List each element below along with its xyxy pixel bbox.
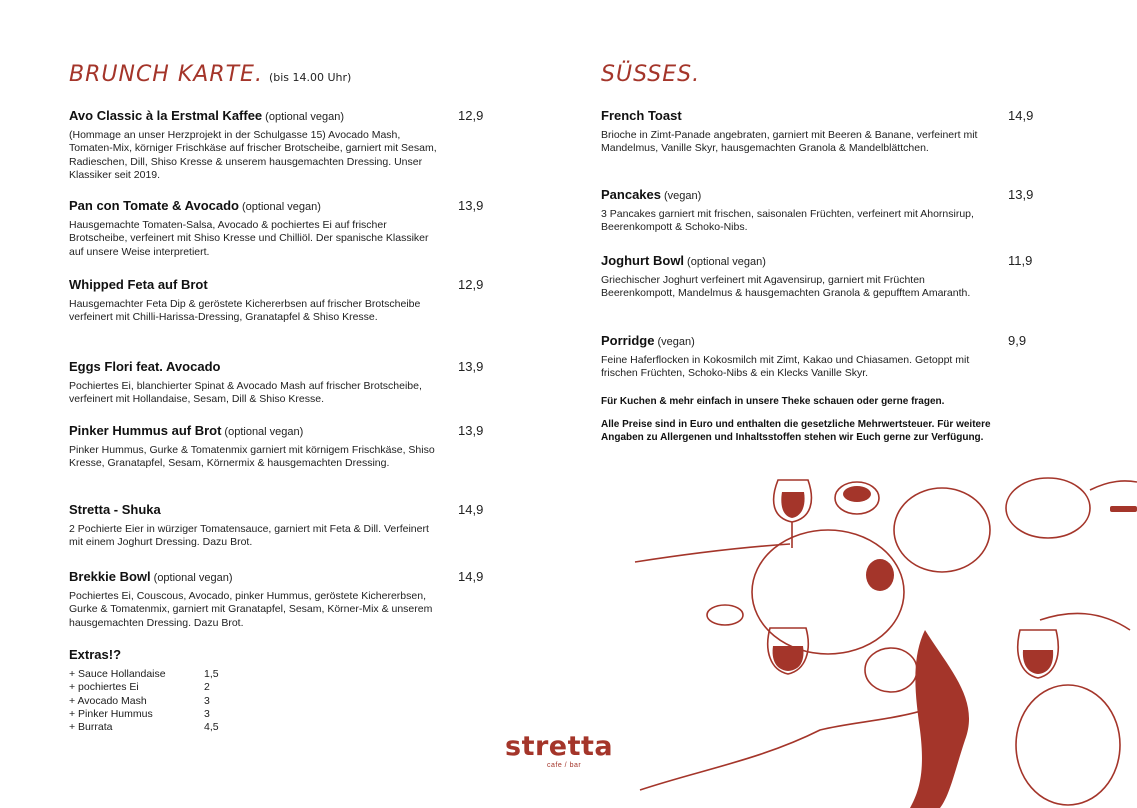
extra-price: 3 [204,694,210,707]
item-name: Whipped Feta auf Brot [69,277,208,292]
cake-plate [894,488,990,572]
price-note: Alle Preise sind in Euro und enthalten die gesetzliche Mehrwertsteuer. Für weitere Angaben zu Allergenen und Inhaltsstoffen stehen wir Euch gerne zur Verfügung. [601,419,991,444]
extra-name: + Pinker Hummus [69,707,153,720]
item-name: Pan con Tomate & Avocado [69,198,239,213]
item-price: 11,9 [1008,253,1033,268]
menu-item [69,502,484,550]
extra-row [69,721,219,734]
extra-row [69,681,219,694]
table-line [635,544,790,562]
item-price: 13,9 [1008,187,1034,202]
brunch-title: BRUNCH KARTE. (bis 14.00 Uhr) [69,62,352,87]
item-description: Feine Haferflocken in Kokosmilch mit Zimt, Kakao und Chiasamen. Getoppt mit frischen Früchten, Schoko-Nibs & ein Klecks Vanille Skyr. [601,354,970,380]
item-name: Pancakes [601,187,661,202]
plate [752,530,904,654]
menu-item [69,569,484,630]
menu-item [601,253,1033,301]
hand-line [640,700,950,790]
item-option: (optional vegan) [224,426,304,438]
menu-item [69,423,484,471]
item-description: Pochiertes Ei, Couscous, Avocado, pinker Hummus, geröstete Kichererbsen, Gurke & Tomatenmix, garniert mit Granatapfel, Sesam, Körner-Mix & unserem hausgemachten Dressing. Dazu Brot. [69,590,433,629]
pastry-plate [1006,478,1090,538]
food-illustration [620,470,1137,808]
item-name: Avo Classic à la Erstmal Kaffee [69,108,263,123]
menu-item [69,359,484,407]
item-price: 14,9 [458,502,484,517]
menu-item [601,333,1027,381]
extra-price: 3 [204,707,210,720]
item-description: Hausgemachter Feta Dip & geröstete Kichererbsen auf frischer Brotscheibe verfeinert mit Chilli-Harissa-Dressing, Granatapfel & Shiso Kresse. [69,298,421,324]
item-description: Pochiertes Ei, blanchierter Spinat & Avocado Mash auf frischer Brotscheibe, verfeinert mit Hollandaise, Sesam, Dill & Shiso Kresse. [69,380,422,406]
item-option: (optional vegan) [242,201,321,213]
item-option: (vegan) [657,336,695,348]
extra-name: + Burrata [69,721,113,734]
item-price: 13,9 [458,359,484,374]
brunch-subtitle: (bis 14.00 Uhr) [268,71,352,84]
menu-item [69,277,484,325]
extras-list [69,668,219,734]
extra-price: 1,5 [204,668,219,680]
item-description: Griechischer Joghurt verfeinert mit Agavensirup, garniert mit Früchten Beerenkompott, Mandelmus & hausgemachten Granola & gepufftem Amaranth. [601,274,971,300]
item-option: (vegan) [664,190,702,202]
menu-item [601,108,1034,156]
item-name: French Toast [601,108,682,123]
item-description: 2 Pochierte Eier in würziger Tomatensauce, garniert mit Feta & Dill. Verfeinert mit einem Joghurt Dressing. Dazu Brot. [69,523,429,549]
item-name: Joghurt Bowl [601,253,685,268]
sweets-title: SÜSSES. [601,62,701,87]
item-description: 3 Pancakes garniert mit frischen, saisonalen Früchten, verfeinert mit Ahornsirup, Beerenkompott & Schoko-Nibs. [601,208,974,234]
item-price: 14,9 [458,569,484,584]
menu-item [601,187,1034,235]
item-option: (optional vegan) [687,256,766,268]
item-option: (optional vegan) [265,111,345,123]
menu-item [69,108,484,182]
menu-item [69,198,484,259]
item-price: 13,9 [458,423,484,438]
item-description: Pinker Hummus, Gurke & Tomatenmix garniert mit körnigem Frischkäse, Shiso Kresse, Granatapfel, Sesam, Körnermix & hausgemachten Dressing. [69,444,435,470]
item-price: 12,9 [458,108,484,123]
brand-tagline: cafe / bar [547,762,582,769]
extra-row [69,708,219,721]
extra-name: + Sauce Hollandaise [69,668,166,680]
item-description: Brioche in Zimt-Panade angebraten, garniert mit Beeren & Banane, verfeinert mit Mandelmus, Vanille Skyr, hausgemachten Granola & Mandelblättchen. [601,129,978,155]
extra-price: 2 [204,681,210,694]
extras-title: Extras!? [69,647,122,662]
item-price: 9,9 [1008,333,1027,348]
item-name: Brekkie Bowl [69,569,151,584]
item-price: 13,9 [458,198,484,213]
extra-name: + Avocado Mash [69,694,147,707]
cake-plate-bottom [1016,685,1120,805]
cake-note: Für Kuchen & mehr einfach in unsere Theke schauen oder gerne fragen. [601,396,945,407]
extra-row [69,668,219,681]
item-description: (Hommage an unser Herzprojekt in der Schulgasse 15) Avocado Mash, Tomaten-Mix, körniger Frischkäse auf frischer Brotscheibe, garniert mit Sesam, Radieschen, Dill, Shiso Kresse & unserem hausgemachten Dressing. Unser Klassiker seit 2019. [69,129,437,181]
extra-name: + pochiertes Ei [69,681,139,694]
item-option: (optional vegan) [153,572,233,584]
item-price: 12,9 [458,277,484,292]
brand-logo: stretta [505,731,614,762]
water-glass-icon [707,605,743,625]
item-name: Pinker Hummus auf Brot [69,423,222,438]
item-name: Stretta - Shuka [69,502,161,517]
extra-row [69,695,219,708]
item-description: Hausgemachte Tomaten-Salsa, Avocado & pochiertes Ei auf frischer Brotscheibe, verfeinert mit Shiso Kresse und Chilliöl. Der spanische Klassiker auf unsere Weise interpretiert. [69,219,429,258]
item-name: Eggs Flori feat. Avocado [69,359,221,374]
latte-icon [865,648,917,692]
item-name: Porridge [601,333,655,348]
extra-price: 4,5 [204,721,219,734]
item-price: 14,9 [1008,108,1034,123]
